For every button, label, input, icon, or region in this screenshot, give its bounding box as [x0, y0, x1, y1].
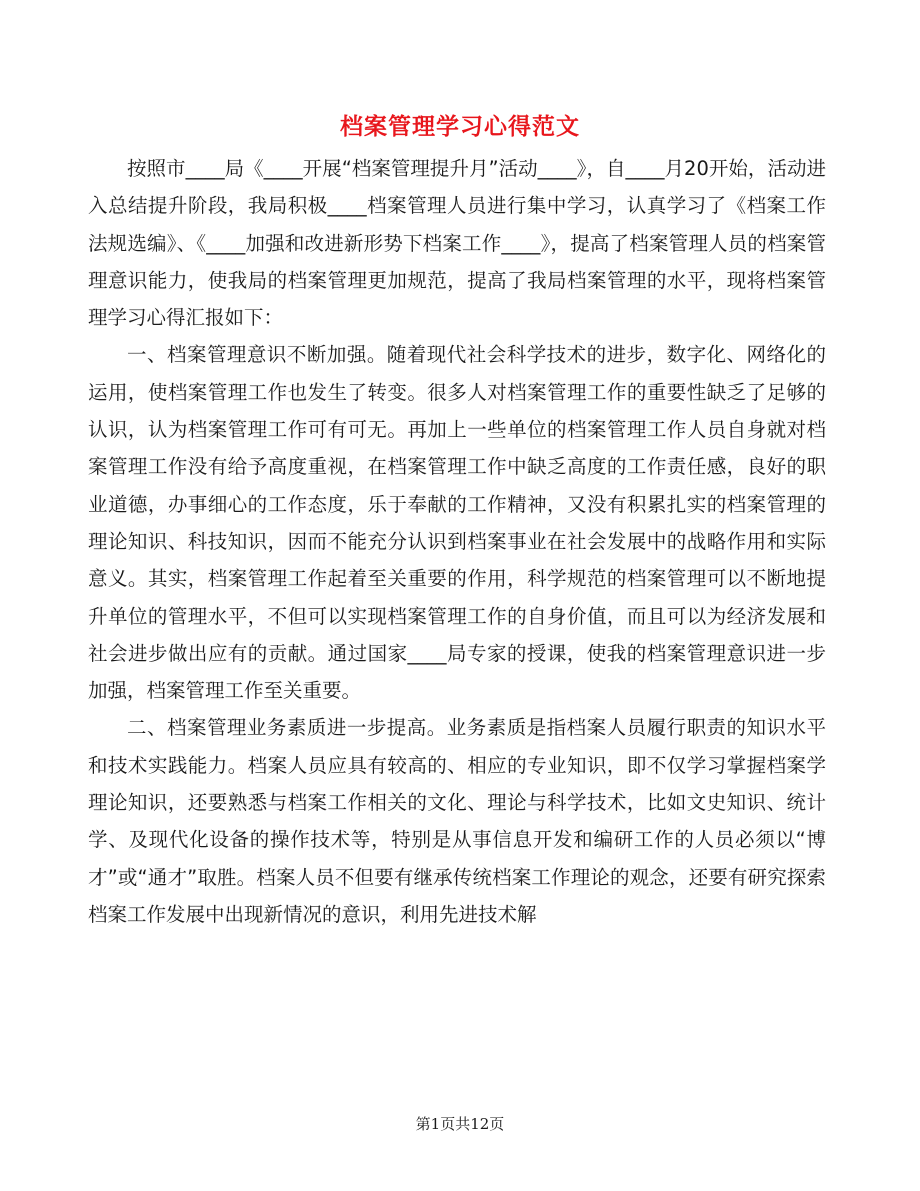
document-title: 档案管理学习心得范文: [340, 113, 580, 140]
page-number: 第1页共12页: [415, 1115, 505, 1133]
paragraph-section-one: 一、档案管理意识不断加强。随着现代社会科学技术的进步，数字化、网络化的运用，使档案管理工作也发生了转变。很多人对档案管理工作的重要性缺乏了足够的认识，认为档案管理工作可有可无。再加上一些单位的档案管理工作人员自身就对档案管理工作没有给予高度重视，在档案管理工作中缺乏高度的工作责任感，良好的职业道德，办事细心的工作态度，乐于奉献的工作精神，又没有积累扎实的档案管理的理论知识、科技知识，因而不能充分认识到档案事业在社会发展中的战略作用和实际意义。其实，档案管理工作起着至关重要的作用，科学规范的档案管理可以不断地提升单位的管理水平，不但可以实现档案管理工作的自身价值，而且可以为经济发展和社会进步做出应有的贡献。通过国家____局专家的授课，使我的档案管理意识进一步加强，档案管理工作至关重要。: [88, 343, 826, 703]
paragraph-intro: 按照市____局《____开展“档案管理提升月”活动____》，自____月20开始，活动进入总结提升阶段，我局积极____档案管理人员进行集中学习，认真学习了《档案工作法规选编》、《____加强和改进新形势下档案工作____》，提高了档案管理人员的档案管理意识能力，使我局的档案管理更加规范，提高了我局档案管理的水平，现将档案管理学习心得汇报如下：: [88, 157, 826, 330]
paragraph-section-two: 二、档案管理业务素质进一步提高。业务素质是指档案人员履行职责的知识水平和技术实践能力。档案人员应具有较高的、相应的专业知识，即不仅学习掌握档案学理论知识，还要熟悉与档案工作相关的文化、理论与科学技术，比如文史知识、统计学、及现代化设备的操作技术等，特别是从事信息开发和编研工作的人员必须以“博才”或“通才”取胜。档案人员不但要有继承传统档案工作理论的观念，还要有研究探索档案工作发展中出现新情况的意识，利用先进技术解: [88, 716, 826, 926]
document-body: [88, 150, 826, 933]
